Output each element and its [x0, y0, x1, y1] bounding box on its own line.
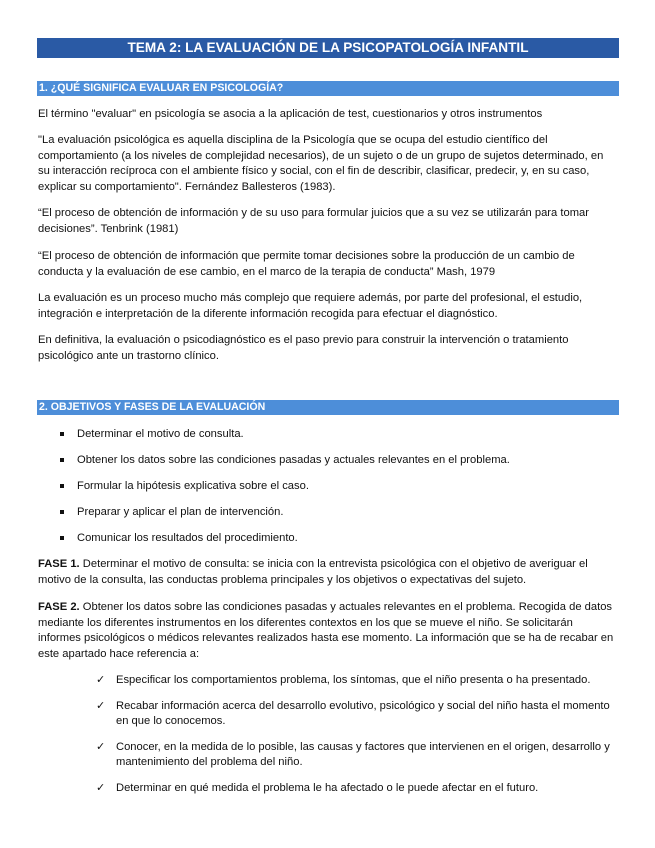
list-item-text: Conocer, en la medida de lo posible, las causas y factores que intervienen en el origen, desarrollo y mantenimiento del problema del niño. — [116, 740, 610, 768]
list-item — [60, 479, 600, 505]
checkmark-icon: ✓ — [96, 699, 106, 712]
list-item-text: Especificar los comportamientos problema, los síntomas, que el niño presenta o ha presentado. — [116, 674, 591, 686]
square-bullet-icon — [60, 484, 64, 488]
paragraph-2: "La evaluación psicológica es aquella disciplina de la Psicología que se ocupa del estudio científico del comportamiento (a los niveles de complejidad necesarios), de un sujeto o de un grupo de sujetos determinado, en su interacción recíproca con el ambiente físico y social, con el fin de describir, clasificar, predecir, y, en su caso, explicar su comportamiento". Fernández Ballesteros (1983). — [38, 134, 604, 193]
list-item — [60, 453, 600, 479]
list-item — [96, 781, 621, 797]
list-item — [60, 427, 600, 453]
fase-1-text: Determinar el motivo de consulta: se inicia con la entrevista psicológica con el objetivo de averiguar el motivo de la consulta, las conductas problema principales y los objetivos o expectativas del sujeto. — [38, 558, 588, 586]
list-item-text: Preparar y aplicar el plan de intervención. — [77, 506, 284, 518]
checkmark-icon: ✓ — [96, 674, 106, 686]
list-item-text: Determinar en qué medida el problema le ha afectado o le puede afectar en el futuro. — [116, 781, 539, 794]
square-bullet-icon — [60, 536, 64, 540]
list-item-text: Obtener los datos sobre las condiciones pasadas y actuales relevantes en el problema. — [77, 454, 510, 466]
list-item — [96, 699, 621, 730]
fase-2-checklist — [96, 673, 621, 796]
checkmark-icon: ✓ — [96, 781, 106, 794]
paragraph-4: “El proceso de obtención de información que permite tomar decisiones sobre la producción de un cambio de conducta y la evaluación de ese cambio, en el marco de la terapia de conducta” Mash, 1979 — [38, 250, 575, 278]
list-item — [60, 531, 600, 557]
section-1-heading: 1. ¿QUÉ SIGNIFICA EVALUAR EN PSICOLOGÍA? — [37, 81, 619, 96]
objectives-list — [60, 427, 600, 557]
square-bullet-icon — [60, 458, 64, 462]
list-item — [60, 505, 600, 531]
section-2-heading: 2. OBJETIVOS Y FASES DE LA EVALUACIÓN — [37, 400, 619, 415]
fase-2-paragraph — [38, 600, 618, 662]
document-title: TEMA 2: LA EVALUACIÓN DE LA PSICOPATOLOGÍA INFANTIL — [37, 38, 619, 58]
list-item-text: Determinar el motivo de consulta. — [77, 428, 244, 440]
square-bullet-icon — [60, 510, 64, 514]
fase-2-label: FASE 2. — [38, 601, 80, 613]
list-item-text: Formular la hipótesis explicativa sobre el caso. — [77, 480, 309, 492]
paragraph-1: El término "evaluar" en psicología se asocia a la aplicación de test, cuestionarios y otros instrumentos — [38, 108, 543, 120]
list-item-text: Recabar información acerca del desarrollo evolutivo, psicológico y social del niño hasta el momento en que lo conocemos. — [116, 699, 610, 727]
list-item — [96, 673, 621, 689]
paragraph-5: La evaluación es un proceso mucho más complejo que requiere además, por parte del profesional, el estudio, integración e interpretación de la diferente información recogida para efectuar el diagnóstico. — [38, 292, 583, 320]
square-bullet-icon — [60, 432, 64, 436]
fase-1-paragraph — [38, 557, 618, 588]
checkmark-icon: ✓ — [96, 740, 106, 753]
fase-2-text: Obtener los datos sobre las condiciones pasadas y actuales relevantes en el problema. Recogida de datos mediante los diferentes instrumentos en los diferentes contextos en los que se mueve el niño. Se solicitarán informes psicológicos o médicos relevantes realizados hasta ese momento. La información que se ha de recabar en este apartado hace referencia a: — [38, 601, 614, 660]
list-item — [96, 740, 621, 771]
fase-1-label: FASE 1. — [38, 558, 80, 570]
list-item-text: Comunicar los resultados del procedimiento. — [77, 532, 298, 544]
paragraph-6: En definitiva, la evaluación o psicodiagnóstico es el paso previo para construir la intervención o tratamiento psicológico ante un trastorno clínico. — [38, 334, 569, 362]
paragraph-3: “El proceso de obtención de información y de su uso para formular juicios que a su vez se utilizarán para tomar decisiones”. Tenbrink (1981) — [38, 207, 589, 235]
